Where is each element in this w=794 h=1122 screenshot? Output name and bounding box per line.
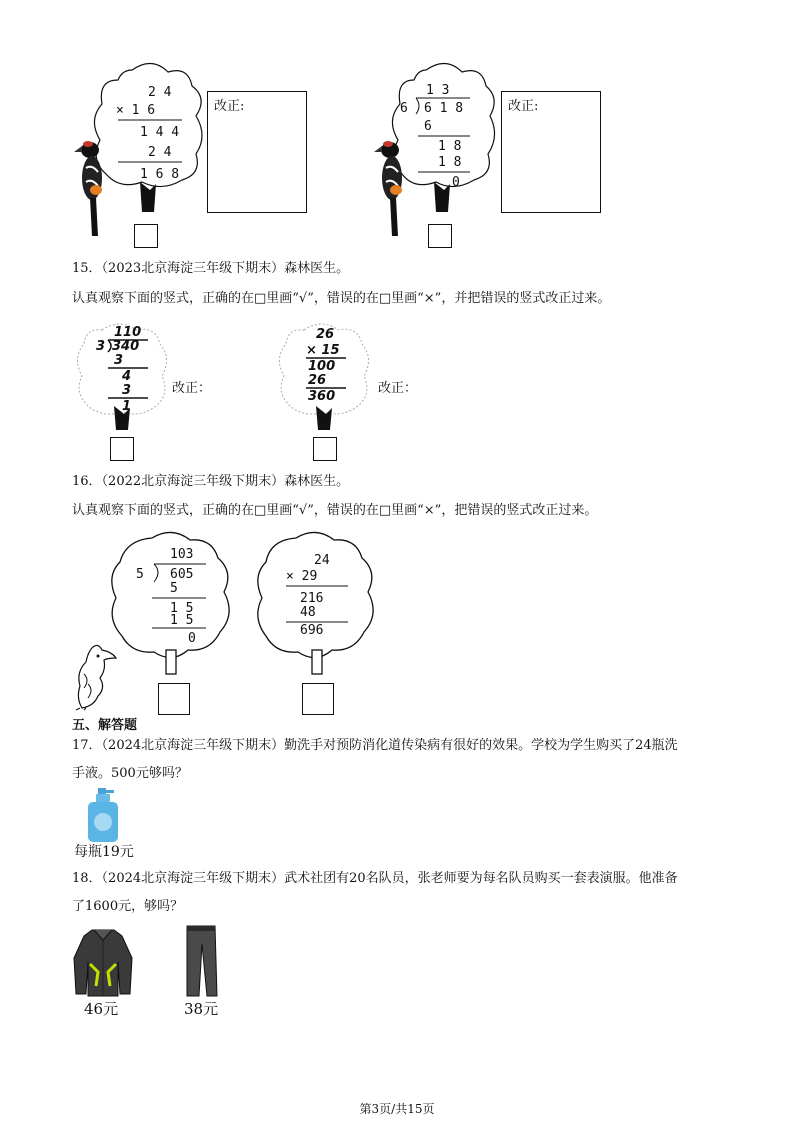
question-18-line2: 了1600元，够吗？ [72, 899, 184, 914]
jacket-image [72, 928, 134, 998]
vertical-calc-6 [282, 550, 352, 640]
vertical-calc-5 [132, 544, 212, 644]
calc-row: 3 [122, 383, 132, 398]
calc-row: 5 [170, 581, 178, 596]
calc-divisor: 5 [136, 567, 144, 582]
calc-row: × 15 [306, 343, 340, 358]
price-label-pants: 38元 [184, 1000, 219, 1018]
calc-row: 360 [308, 389, 336, 404]
vertical-calc-1 [110, 84, 190, 184]
calc-dividend: 605 [170, 567, 194, 582]
calc-row: 1 5 [170, 601, 194, 616]
calc-row: 0 [452, 175, 460, 190]
calc-row: × 29 [286, 569, 318, 584]
calc-quotient: 110 [114, 325, 142, 340]
calc-row: 1 8 [438, 139, 462, 154]
calc-row: 1 [122, 399, 132, 414]
calc-row: 2 4 [148, 85, 172, 100]
calc-row: 0 [188, 631, 196, 646]
calc-dividend: 6 1 8 [424, 101, 464, 116]
calc-quotient: 1 3 [426, 83, 450, 98]
woodpecker-image [372, 138, 412, 238]
calc-row: 696 [300, 623, 324, 638]
pants-image [183, 924, 219, 998]
calc-row: 26 [316, 327, 335, 342]
calc-row: 1 4 4 [140, 125, 180, 140]
hand-sanitizer-bottle-image [86, 788, 122, 844]
correction-box[interactable] [207, 91, 307, 213]
question-17-line2: 手液。500元够吗？ [72, 766, 188, 781]
answer-box[interactable] [110, 437, 134, 461]
calc-quotient: 103 [170, 547, 194, 562]
calc-row: 216 [300, 591, 324, 606]
calc-dividend: 340 [112, 339, 140, 354]
calc-row: 6 [424, 119, 432, 134]
calc-row: 1 6 8 [140, 167, 180, 182]
calc-row: 3 [114, 353, 124, 368]
page-footer: 第3页/共15页 [359, 1102, 435, 1116]
calc-row: 2 4 [148, 145, 172, 160]
calc-row: 1 8 [438, 155, 462, 170]
price-label-jacket: 46元 [84, 1000, 119, 1018]
calc-row: 1 5 [170, 613, 194, 628]
woodpecker-image [72, 138, 112, 238]
section-heading: 五、解答题 [72, 718, 138, 733]
question-instruction-16: 认真观察下面的竖式，正确的在□里画“√”，错误的在□里画“×”，把错误的竖式改正过来。 [72, 503, 598, 518]
answer-box[interactable] [158, 683, 190, 715]
vertical-calc-4 [304, 326, 364, 406]
correction-label: 改正： [378, 381, 418, 396]
calc-row: 24 [314, 553, 330, 568]
correction-label: 改正： [172, 381, 212, 396]
calc-divisor: 6 [400, 101, 408, 116]
price-label-q17: 每瓶19元 [74, 844, 134, 860]
calc-row: × 1 6 [116, 103, 156, 118]
vertical-calc-3 [96, 324, 156, 414]
calc-row: 100 [308, 359, 336, 374]
answer-box[interactable] [134, 224, 158, 248]
correction-label: 改正: [214, 99, 245, 114]
correction-box[interactable] [501, 91, 601, 213]
woodpecker-sketch-image [72, 644, 118, 710]
calc-row: 4 [122, 369, 132, 384]
question-instruction-15: 认真观察下面的竖式，正确的在□里画“√”，错误的在□里画“×”，并把错误的竖式改正过来。 [72, 291, 611, 306]
answer-box[interactable] [313, 437, 337, 461]
calc-row: 26 [308, 373, 327, 388]
question-18-line1: 18．（2024北京海淀三年级下期末）武术社团有20名队员，张老师要为每名队员购买一套表演服。他准备 [72, 871, 678, 886]
question-title-15: 15．（2023北京海淀三年级下期末）森林医生。 [72, 261, 350, 276]
answer-box[interactable] [428, 224, 452, 248]
question-title-16: 16．（2022北京海淀三年级下期末）森林医生。 [72, 474, 350, 489]
answer-box[interactable] [302, 683, 334, 715]
calc-divisor: 3 [96, 339, 106, 354]
correction-label: 改正: [508, 99, 539, 114]
question-17-line1: 17．（2024北京海淀三年级下期末）勤洗手对预防消化道传染病有很好的效果。学校为学生购买了24瓶洗 [72, 738, 678, 753]
calc-row: 48 [300, 605, 316, 620]
